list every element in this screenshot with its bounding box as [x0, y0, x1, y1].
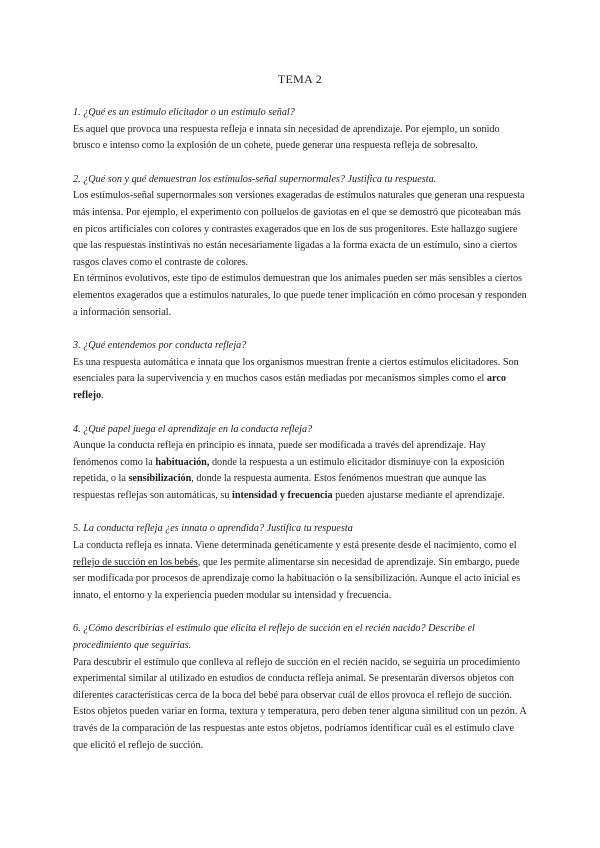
answer-paragraph [73, 355, 527, 405]
question-heading: 5. La conducta refleja ¿es innata o aprendida? Justifica tu respuesta [73, 523, 353, 535]
text-run: , donde la respuesta aumenta. Estos fenómenos muestran que aunque las respuestas reflejas son automáticas, su [73, 473, 487, 501]
section-5 [73, 521, 527, 604]
text-run: En términos evolutivos, este tipo de estímulos demuestran que los animales pueden ser más sensibles a ciertos elementos exagerados que a estímulos naturales, lo que puede tener implicación en cómo procesan y responden a información sensorial. [73, 273, 527, 318]
bold-term: intensidad y frecuencia [232, 489, 333, 501]
answer-paragraph [73, 438, 527, 504]
text-run: Los estímulos-señal supernormales son versiones exageradas de estímulos naturales que generan una respuesta más intensa. Por ejemplo, el experimento con polluelos de gaviotas en el que se demostró que picoteaban más en picos artificiales con colores y contrastes exagerados que en los de sus progenitores. Este hallazgo sugiere que las respuestas instintivas no están necesariamente ligadas a la forma exacta de un estímulo, sino a ciertos rasgos claves como el contraste de colores. [73, 190, 525, 268]
text-run: Aunque la conducta refleja en principio es innata, puede ser modificada a través del aprendizaje. Hay fenómenos como la [73, 440, 486, 468]
section-3 [73, 338, 527, 404]
section-4 [73, 422, 527, 505]
text-run: Es una respuesta automática e innata que los organismos muestran frente a ciertos estímulos elicitadores. Son esenciales para la supervivencia y en muchos casos están mediadas por mecanismos simples como el [73, 356, 519, 385]
section-2 [73, 172, 527, 321]
text-run: . [101, 389, 104, 401]
bold-term: sensibilización [128, 473, 192, 485]
text-run: Es aquel que provoca una respuesta refleja e innata sin necesidad de aprendizaje. Por ejemplo, un sonido brusco e intenso como la explosión de un cohete, puede generar una respuesta refleja de sobresalto. [73, 123, 500, 152]
bold-term: arco reflejo [73, 373, 506, 401]
section-1 [73, 105, 527, 155]
underlined-term: reflejo de succión en los bebés [73, 556, 198, 568]
answer-paragraph [73, 188, 527, 271]
text-run: pueden ajustarse mediante el aprendizaje. [332, 489, 505, 501]
question-heading: 3. ¿Qué entendemos por conducta refleja? [73, 340, 247, 352]
answer-paragraph [73, 655, 527, 755]
question-heading: 4. ¿Qué papel juega el aprendizaje en la conducta refleja? [73, 423, 313, 435]
text-run: Para descubrir el estímulo que conlleva al reflejo de succión en el recién nacido, se seguiría un procedimiento experimental similar al utilizado en estudios de conducta refleja animal. Se presentarán diversos objetos con diferentes características cerca de la boca del bebé para observar cuál de ellos provoca el reflejo de succión. Estos objetos pueden variar en forma, textura y temperatura, pero deben tener alguna similitud con un pezón. A través de la comparación de las respuestas ante estos objetos, podríamos identificar cuál es el estímulo clave que elicitó el reflejo de succión. [73, 656, 527, 751]
answer-paragraph [73, 271, 527, 321]
text-run: donde la respuesta a un estímulo elicitador disminuye con la exposición repetida, o la [73, 456, 505, 485]
sections-container [73, 105, 527, 754]
section-6 [73, 621, 527, 754]
text-run: La conducta refleja es innata. Viene determinada genéticamente y está presente desde el nacimiento, como el [73, 540, 517, 552]
answer-paragraph [73, 538, 527, 604]
answer-paragraph [73, 122, 527, 155]
text-run: , que les permite alimentarse sin necesidad de aprendizaje. Sin embargo, puede ser modificada por procesos de aprendizaje como la habituación o la sensibilización. Aunque el acto inicial es innato, el entorno y la experiencia pueden modular su intensidad y frecuencia. [73, 556, 521, 601]
bold-term: habituación, [155, 456, 210, 468]
question-heading: 1. ¿Qué es un estímulo elicitador o un estímulo señal? [73, 107, 295, 118]
question-heading: 6. ¿Cómo describirías el estímulo que elicita el reflejo de succión en el recién nacido? Describe el procedimiento que seguirías. [73, 623, 475, 652]
question-heading: 2. ¿Qué son y qué demuestran los estímulos-señal supernormales? Justifica tu respuesta. [73, 173, 437, 185]
page-title: TEMA 2 [277, 72, 323, 86]
